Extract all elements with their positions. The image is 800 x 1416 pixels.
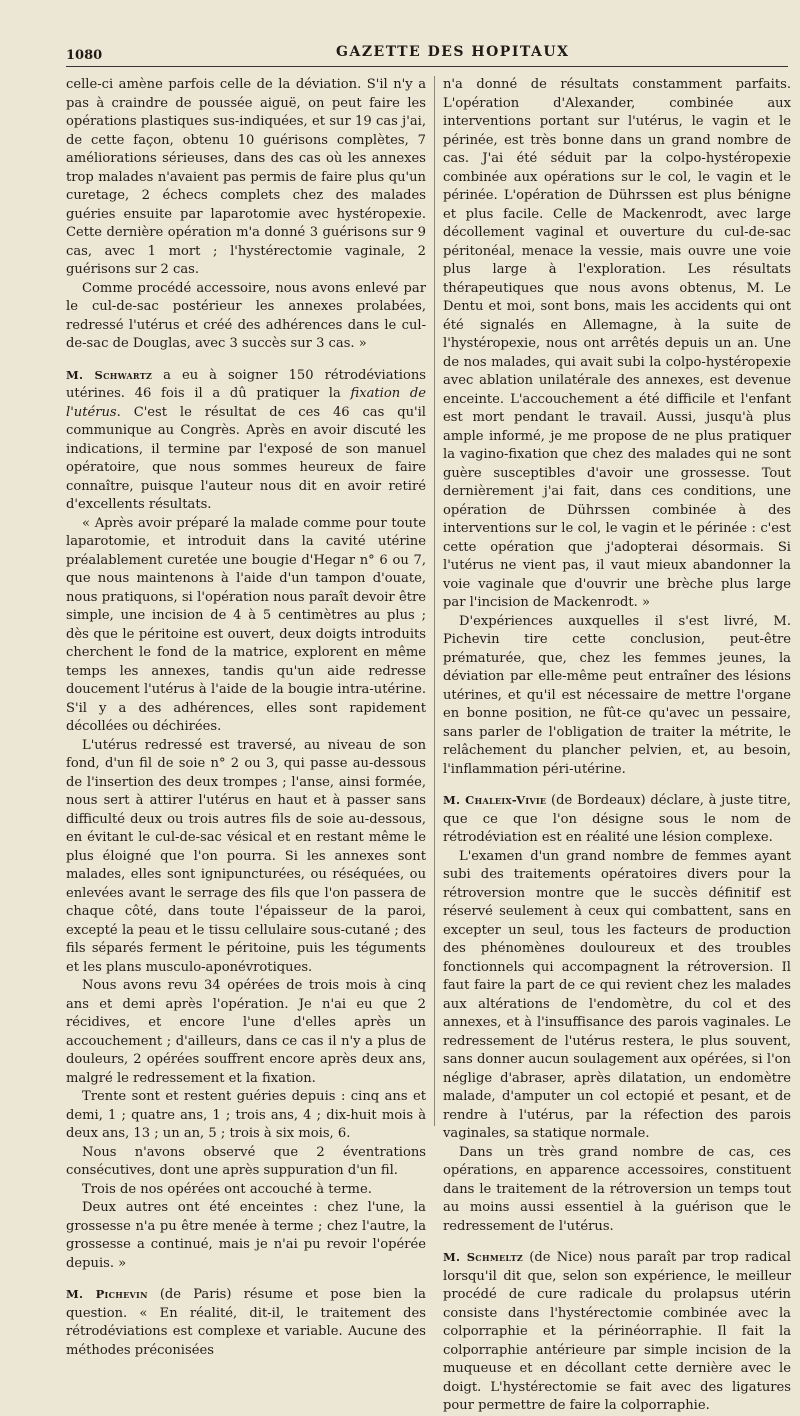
paragraph: Nous avons revu 34 opérées de trois mois à cinq ans et demi après l'opération. Je n'ai eu que 2 récidives, et encore l'une d'elles après un accouchement ; d'ailleurs, dans ce cas il n'y a plus de douleurs, 2 opérées souffrent encore après deux ans, malgré le redressement et la fixation. <box>66 978 426 1086</box>
right-column <box>443 76 791 1416</box>
speaker-name: M. Schwartz <box>66 367 153 382</box>
paragraph: M. Chaleix-Vivie (de Bordeaux) déclare, à juste titre, que ce que l'on désigne sous le nom de rétrodéviation est en réalité une lésion complexe. <box>443 793 791 845</box>
left-column <box>66 76 426 1360</box>
paragraph: n'a donné de résultats constamment parfaits. L'opération d'Alexander, combinée aux interventions portant sur l'utérus, le vagin et le périnée, est très bonne dans un grand nombre de cas. J'ai été séduit par la colpo-hystéropexie combinée aux opérations sur le col, le vagin et le périnée. L'opération de Dührssen est plus bénigne et plus facile. Celle de Mackenrodt, avec large décollement vaginal et ouverture du cul-de-sac péritonéal, menace la vessie, mais ouvre une voie plus large à l'exploration. Les résultats thérapeutiques que nous avons obtenus, M. Le Dentu et moi, sont bons, mais les accidents qui ont été signalés en Allemagne, à la suite de l'hystéropexie, nous ont arrêtés depuis un an. Une de nos malades, qui avait subi la colpo-hystéropexie avec ablation unilatérale des annexes, est devenue enceinte. L'accouchement a été difficile et l'enfant est mort pendant le travail. Aussi, jusqu'à plus ample informé, je me propose de ne plus pratiquer la vagino-fixation que chez des malades qui ne sont guère susceptibles d'avoir une grossesse. Tout dernièrement j'ai fait, dans ces conditions, une opération de Dührssen combinée à des interventions sur le col, le vagin et le périnée : c'est cette opération que j'adopterai désormais. Si l'utérus ne vient pas, il vaut mieux abandonner la voie vaginale que d'ouvrir une brèche plus large par l'incision de Mackenrodt. » <box>443 77 791 610</box>
paragraph: D'expériences auxquelles il s'est livré, M. Pichevin tire cette conclusion, peut-être prématurée, que, chez les femmes jeunes, la déviation par elle-même peut entraîner des lésions utérines, et qu'il est nécessaire de mettre l'organe en bonne position, ne fût-ce qu'avec un pessaire, sans parler de l'obligation de traiter la métrite, le relâchement du plancher pelvien, et, au besoin, l'inflammation péri-utérine. <box>443 613 791 777</box>
paragraph: Trois de nos opérées ont accouché à terme. <box>82 1181 372 1197</box>
journal-title: GAZETTE DES HOPITAUX <box>336 44 570 60</box>
paragraph: « Après avoir préparé la malade comme pour toute laparotomie, et introduit dans la cavité utérine préalablement curetée une bougie d'Hegar n° 6 ou 7, que nous maintenons à l'aide d'un tampon d'ouate, nous pratiquons, si l'opération nous paraît devoir être simple, une incision de 4 à 5 centimètres au plus ; dès que le péritoine est ouvert, deux doigts introduits cherchent le fond de la matrice, explorent en même temps les annexes, tandis qu'un aide redresse doucement l'utérus à l'aide de la bougie intra-utérine. S'il y a des adhérences, elles sont rapidement décollées ou déchirées. <box>66 515 426 734</box>
paragraph: M. Pichevin (de Paris) résume et pose bien la question. « En réalité, dit-il, le traitement des rétrodéviations est complexe et variable. Aucune des méthodes préconisées <box>66 1287 426 1358</box>
column-divider <box>434 76 435 1126</box>
paragraph: Deux autres ont été enceintes : chez l'une, la grossesse n'a pu être menée à terme ; chez l'autre, la grossesse a continué, mais je n'ai pu revoir l'opérée depuis. » <box>66 1200 426 1271</box>
speaker-name: M. Pichevin <box>66 1287 148 1301</box>
header-rule <box>66 66 788 67</box>
paragraph: Dans un très grand nombre de cas, ces opérations, en apparence accessoires, constituent dans le traitement de la rétroversion un temps tout au moins aussi essentiel à la guérison que le redressement de l'utérus. <box>443 1144 791 1234</box>
paragraph: L'utérus redressé est traversé, au niveau de son fond, d'un fil de soie n° 2 ou 3, qui passe au-dessous de l'insertion des deux trompes ; l'anse, ainsi formée, nous sert à attirer l'utérus en haut et à passer sans difficulté deux ou trois autres fils de soie au-dessous, en évitant le cul-de-sac vésical et en restant même le plus éloigné que l'on pourra. Si les annexes sont malades, elles sont ignipuncturées, ou réséquées, ou enlevées avant le serrage des fils que l'on passera de chaque côté, dans toute l'épaisseur de la paroi, excepté la peau et le tissu cellulaire sous-cutané ; des fils séparés ferment le péritoine, puis les téguments et les plans musculo-aponévrotiques. <box>66 737 426 975</box>
speaker-name: M. Schmeltz <box>443 1250 524 1264</box>
paragraph: celle-ci amène parfois celle de la déviation. S'il n'y a pas à craindre de poussée aiguë, on peut faire les opérations plastiques sus-indiquées, et sur 19 cas j'ai, de cette façon, obtenu 10 guérisons complètes, 7 améliorations sérieuses, dans des cas où les annexes trop malades n'avaient pas permis de faire plus qu'un curetage, 2 échecs complets chez des malades guéries ensuite par laparotomie avec hystéropexie. Cette dernière opération m'a donné 3 guérisons sur 9 cas, avec 1 mort ; l'hystérectomie vaginale, 2 guérisons sur 2 cas. <box>66 77 426 277</box>
paragraph: L'examen d'un grand nombre de femmes ayant subi des traitements opératoires divers pour la rétroversion montre que le succès définitif est réservé seulement à ceux qui combattent, sans en excepter un seul, tous les facteurs de production des phénomènes douloureux et des troubles fonctionnels qui accompagnent la rétroversion. Il faut faire la part de ce qui revient chez les malades aux altérations de l'endomètre, du col et des annexes, et à l'insuffisance des parois vaginales. Le redressement de l'utérus restera, le plus souvent, sans donner aucun soulagement aux opérées, si l'on néglige d'abraser, après dilatation, un endomètre malade, d'amputer un col ectopié et pesant, et de rendre à l'utérus, par la réfection des parois vaginales, sa statique normale. <box>443 848 791 1141</box>
running-header <box>66 44 790 64</box>
paragraph: Nous n'avons observé que 2 éventrations consécutives, dont une après suppuration d'un fil. <box>66 1144 426 1178</box>
page-number: 1080 <box>66 48 103 63</box>
paragraph: M. Schmeltz (de Nice) nous paraît par trop radical lorsqu'il dit que, selon son expérience, le meilleur procédé de cure radicale du prolapsus utérin consiste dans l'hystérectomie combinée avec la colporraphie et la périnéorraphie. Il fait la colporraphie antérieure par simple incision de la muqueuse et en décollant cette dernière avec le doigt. L'hystérectomie se fait avec des ligatures pour permettre de faire la colporraphie. <box>443 1250 791 1413</box>
paragraph: M. Schwartz a eu à soigner 150 rétrodéviations utérines. 46 fois il a dû pratiquer la fixation de l'utérus. C'est le résultat de ces 46 cas qu'il communique au Congrès. Après en avoir discuté les indications, il termine par l'exposé de son manuel opératoire, que nous sommes heureux de faire connaître, puisque l'auteur nous dit en avoir retiré d'excellents résultats. <box>66 367 427 512</box>
speaker-name: M. Chaleix-Vivie <box>443 793 547 807</box>
paragraph: Comme procédé accessoire, nous avons enlevé par le cul-de-sac postérieur les annexes prolabées, redressé l'utérus et créé des adhérences dans le cul-de-sac de Douglas, avec 3 succès sur 3 cas. » <box>66 280 426 351</box>
paragraph: Trente sont et restent guéries depuis : cinq ans et demi, 1 ; quatre ans, 1 ; trois ans, 4 ; dix-huit mois à deux ans, 13 ; un an, 5 ; trois à six mois, 6. <box>66 1089 426 1141</box>
